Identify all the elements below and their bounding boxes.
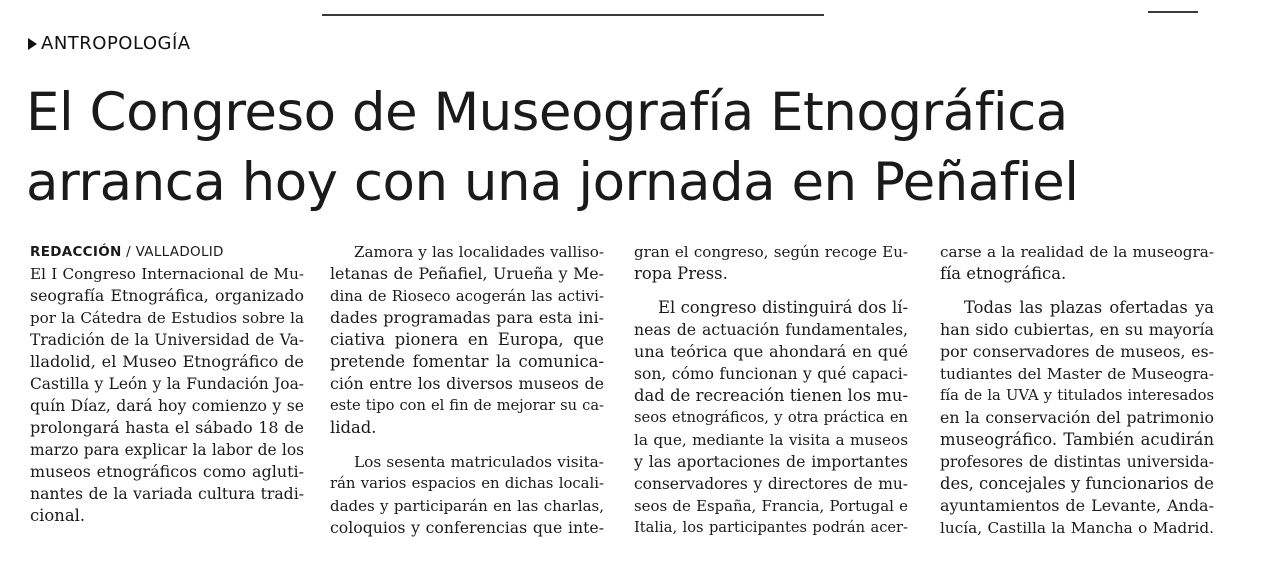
text-line: fía etnográfica. bbox=[940, 264, 1067, 283]
text-line: nantes de la variada cultura tradi- bbox=[30, 484, 304, 503]
text-line: en la conservación del patrimonio bbox=[940, 408, 1214, 427]
byline-author: REDACCIÓN bbox=[30, 244, 122, 260]
section-arrow-icon bbox=[28, 38, 37, 50]
text-line: por conservadores de museos, es- bbox=[940, 342, 1214, 361]
text-line: profesores de distintas universida- bbox=[940, 453, 1214, 471]
text-line: seografía Etnográfica, organizado bbox=[30, 286, 304, 305]
text-line: lucía, Castilla la Mancha o Madrid. bbox=[940, 519, 1214, 537]
text-line: ción entre los diversos museos de bbox=[330, 374, 604, 393]
top-rule bbox=[322, 14, 824, 16]
section-label bbox=[28, 33, 191, 54]
text-line: dina de Rioseco acogerán las activi- bbox=[330, 287, 604, 305]
text-line: la que, mediante la visita a museos bbox=[634, 431, 908, 449]
text-line: quín Díaz, dará hoy comienzo y se bbox=[30, 396, 304, 415]
text-line: pretende fomentar la comunica- bbox=[330, 352, 604, 371]
text-line: tudiantes del Master de Museogra- bbox=[940, 365, 1214, 383]
top-rule-short bbox=[1148, 11, 1198, 13]
text-line: dades programadas para esta ini- bbox=[330, 308, 604, 327]
paragraph-gap bbox=[634, 285, 908, 297]
text-line: Tradición de la Universidad de Va- bbox=[30, 331, 304, 349]
text-line: gran el congreso, según recoge Eu- bbox=[634, 243, 908, 261]
text-line: seos etnográficos, y otra práctica en bbox=[634, 409, 908, 426]
text-line: dades y participarán en las charlas, bbox=[330, 497, 604, 515]
byline bbox=[30, 241, 304, 263]
text-line: dad de recreación tienen los mu- bbox=[634, 386, 908, 405]
text-line: conservadores y directores de mu- bbox=[634, 475, 908, 493]
article-column-4 bbox=[940, 241, 1214, 539]
byline-place: VALLADOLID bbox=[135, 244, 224, 260]
text-line: Zamora y las localidades valliso- bbox=[354, 243, 604, 261]
article-column-1 bbox=[30, 241, 304, 527]
article-column-2 bbox=[330, 241, 604, 539]
text-line: este tipo con el fin de mejorar su ca- bbox=[330, 397, 604, 414]
text-line: ropa Press. bbox=[634, 264, 728, 283]
text-line: coloquios y conferencias que inte- bbox=[330, 518, 604, 537]
paragraph-gap bbox=[330, 439, 604, 451]
text-line: Italia, los participantes podrán acer- bbox=[634, 519, 908, 536]
text-line: rán varios espacios en dichas locali- bbox=[330, 475, 604, 492]
text-line: son, cómo funcionan y qué capaci- bbox=[634, 365, 908, 383]
text-line: lidad. bbox=[330, 418, 377, 437]
text-line: ciativa pionera en Europa, que bbox=[330, 330, 604, 349]
headline-line-1: El Congreso de Museografía Etnográfica bbox=[26, 82, 1068, 143]
headline bbox=[26, 78, 1241, 218]
text-line: por la Cátedra de Estudios sobre la bbox=[30, 309, 304, 327]
text-line: lladolid, el Museo Etnográfico de bbox=[30, 352, 304, 371]
text-line: Todas las plazas ofertadas ya bbox=[964, 298, 1214, 317]
text-line: letanas de Peñafiel, Urueña y Me- bbox=[330, 264, 604, 283]
text-line: cional. bbox=[30, 506, 86, 525]
text-line: seos de España, Francia, Portugal e bbox=[634, 497, 908, 515]
text-line: Castilla y León y la Fundación Joa- bbox=[30, 375, 304, 393]
section-label-text: ANTROPOLOGÍA bbox=[41, 33, 191, 54]
headline-line-2: arranca hoy con una jornada en Peñafiel bbox=[26, 152, 1079, 213]
text-line: han sido cubiertas, en su mayoría bbox=[940, 320, 1214, 339]
text-line: marzo para explicar la labor de los bbox=[30, 441, 304, 459]
text-line: una teórica que ahondará en qué bbox=[634, 342, 908, 361]
text-line: carse a la realidad de la museogra- bbox=[940, 243, 1214, 261]
paragraph-gap bbox=[940, 285, 1214, 297]
byline-separator: / bbox=[121, 244, 136, 260]
text-line: y las aportaciones de importantes bbox=[634, 452, 908, 471]
text-line: museográfico. También acudirán bbox=[940, 430, 1214, 449]
text-line: ayuntamientos de Levante, Anda- bbox=[940, 496, 1214, 515]
text-line: El I Congreso Internacional de Mu- bbox=[30, 265, 304, 283]
text-line: prolongará hasta el sábado 18 de bbox=[30, 418, 304, 437]
text-line: museos etnográficos como agluti- bbox=[30, 462, 304, 481]
article-column-3 bbox=[634, 241, 908, 539]
text-line: Los sesenta matriculados visita- bbox=[354, 453, 604, 471]
text-line: des, concejales y funcionarios de bbox=[940, 474, 1214, 493]
text-line: El congreso distinguirá dos lí- bbox=[658, 298, 908, 317]
text-line: fía de la UVA y titulados interesados bbox=[940, 387, 1214, 404]
text-line: neas de actuación fundamentales, bbox=[634, 320, 908, 339]
